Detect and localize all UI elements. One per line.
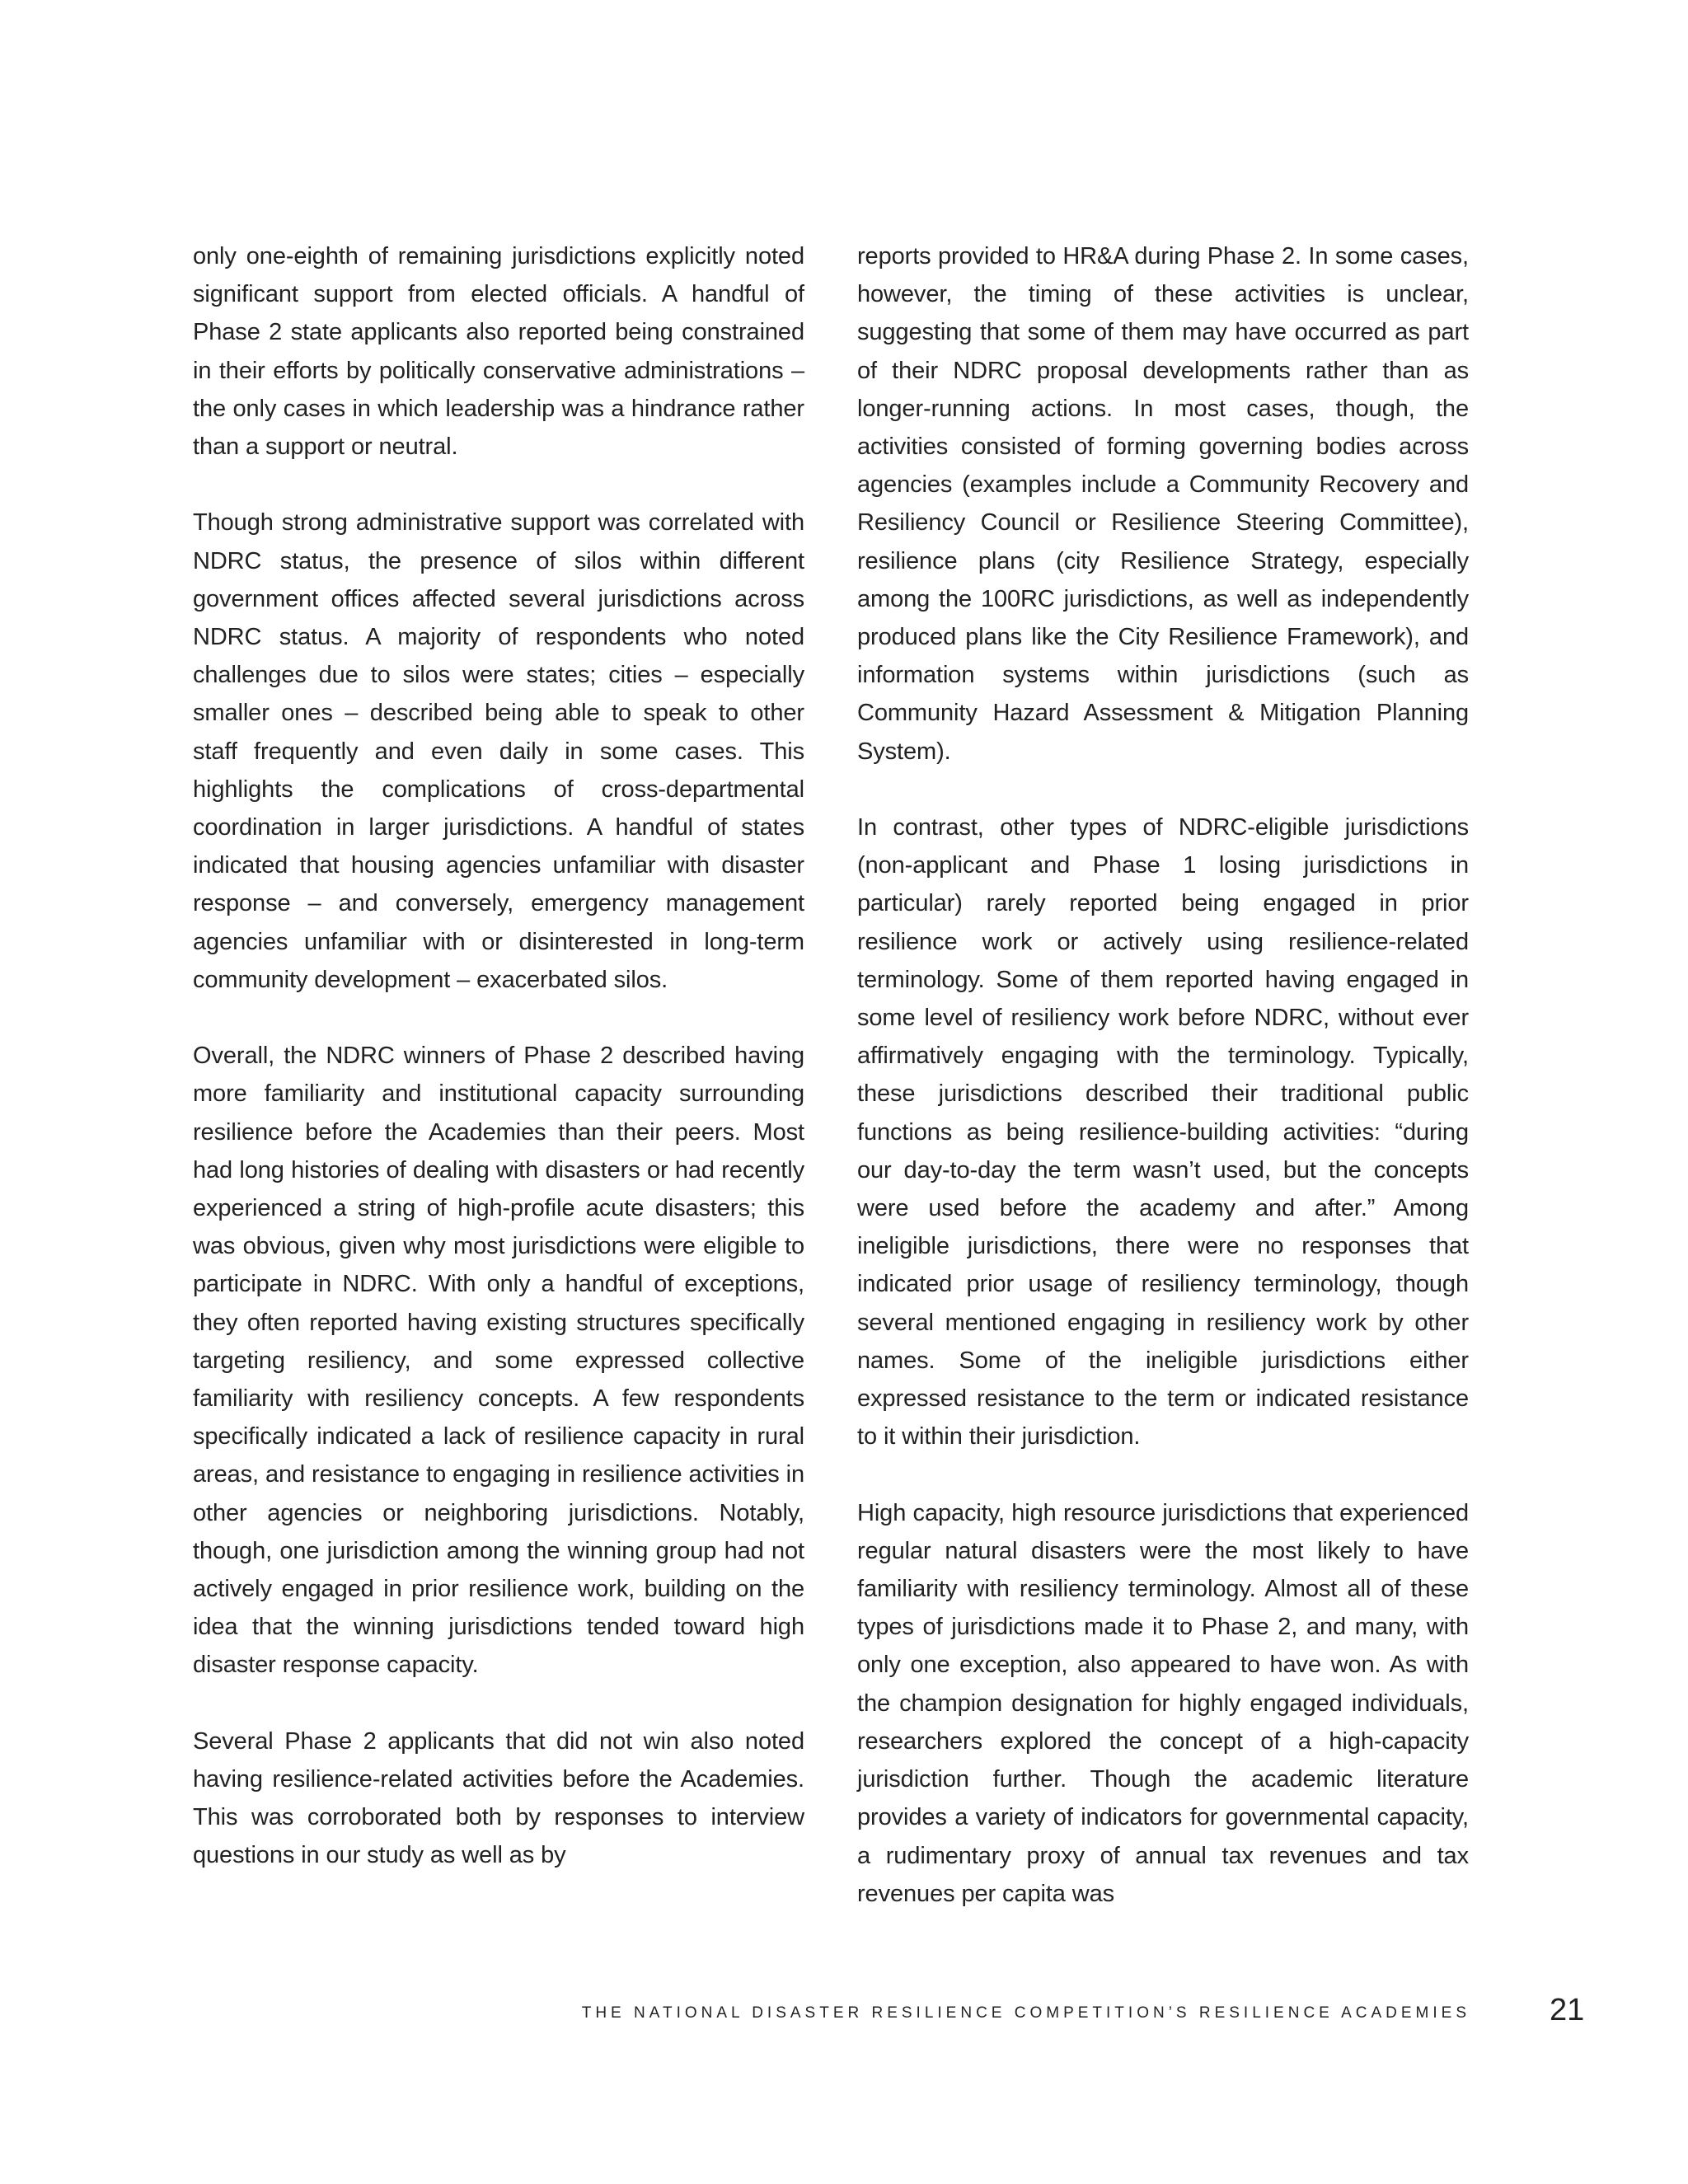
paragraph: Though strong administrative support was correlated with NDRC status, the presence of silos within different government offices affected several jurisdictions across NDRC status. A majority of respondents who noted challenges due to silos were states; cities – especially smaller ones – described being able to speak to other staff frequently and even daily in some cases. This highlights the complications of cross-departmental coordination in larger jurisdictions. A handful of states indicated that housing agencies unfamiliar with disaster response – and conversely, emergency management agencies unfamiliar with or disinterested in long-term community development – exacerbated silos. <box>193 509 804 993</box>
paragraph: only one-eighth of remaining jurisdictions explicitly noted significant support from elected officials. A handful of Phase 2 state applicants also reported being constrained in their efforts by politically conservative administrations – the only cases in which leadership was a hindrance rather than a support or neutral. <box>193 243 804 461</box>
paragraph: Overall, the NDRC winners of Phase 2 described having more familiarity and institutional capacity surrounding resilience before the Academies than their peers. Most had long histories of dealing with disasters or had recently experienced a string of high-profile acute disasters; this was obvious, given why most jurisdictions were eligible to participate in NDRC. With only a handful of exceptions, they often reported having existing structures specifically targeting resiliency, and some expressed collective familiarity with resiliency concepts. A few respondents specifically indicated a lack of resilience capacity in rural areas, and resistance to engaging in resilience activities in other agencies or neighboring jurisdictions. Notably, though, one jurisdiction among the winning group had not actively engaged in prior resilience work, building on the idea that the winning jurisdictions tended toward high disaster response capacity. <box>193 1043 804 1679</box>
paragraph: Several Phase 2 applicants that did not win also noted having resilience-related activities before the Academies. This was corroborated both by responses to interview questions in our study as well as by <box>193 1727 804 1869</box>
left-column <box>193 237 804 1913</box>
right-column <box>857 237 1469 1951</box>
paragraph: In contrast, other types of NDRC-eligible jurisdictions (non-applicant and Phase 1 losing jurisdictions in particular) rarely reported being engaged in prior resilience work or actively using resilience-related terminology. Some of them reported having engaged in some level of resiliency work before NDRC, without ever affirmatively engaging with the terminology. Typically, these jurisdictions described their traditional public functions as being resilience-building activities: “during our day-to-day the term wasn’t used, but the concepts were used before the academy and after.” Among ineligible jurisdictions, there were no responses that indicated prior usage of resiliency terminology, though several mentioned engaging in resiliency work by other names. Some of the ineligible jurisdictions either expressed resistance to the term or indicated resistance to it within their jurisdiction. <box>857 814 1469 1451</box>
paragraph: reports provided to HR&A during Phase 2. In some cases, however, the timing of these activities is unclear, suggesting that some of them may have occurred as part of their NDRC proposal developments rather than as longer-running actions. In most cases, though, the activities consisted of forming governing bodies across agencies (examples include a Community Recovery and Resiliency Council or Resilience Steering Committee), resilience plans (city Resilience Strategy, especially among the 100RC jurisdictions, as well as independently produced plans like the City Resilience Framework), and information systems within jurisdictions (such as Community Hazard Assessment & Mitigation Planning System). <box>857 243 1469 765</box>
running-footer-title: THE NATIONAL DISASTER RESILIENCE COMPETITION’S RESILIENCE ACADEMIES <box>581 2004 1470 2022</box>
paragraph: High capacity, high resource jurisdictions that experienced regular natural disasters were the most likely to have familiarity with resiliency terminology. Almost all of these types of jurisdictions made it to Phase 2, and many, with only one exception, also appeared to have won. As with the champion designation for highly engaged individuals, researchers explored the concept of a high-capacity jurisdiction further. Though the academic literature provides a variety of indicators for governmental capacity, a rudimentary proxy of annual tax revenues and tax revenues per capita was <box>857 1499 1469 1907</box>
page-number: 21 <box>1550 1993 1585 2027</box>
